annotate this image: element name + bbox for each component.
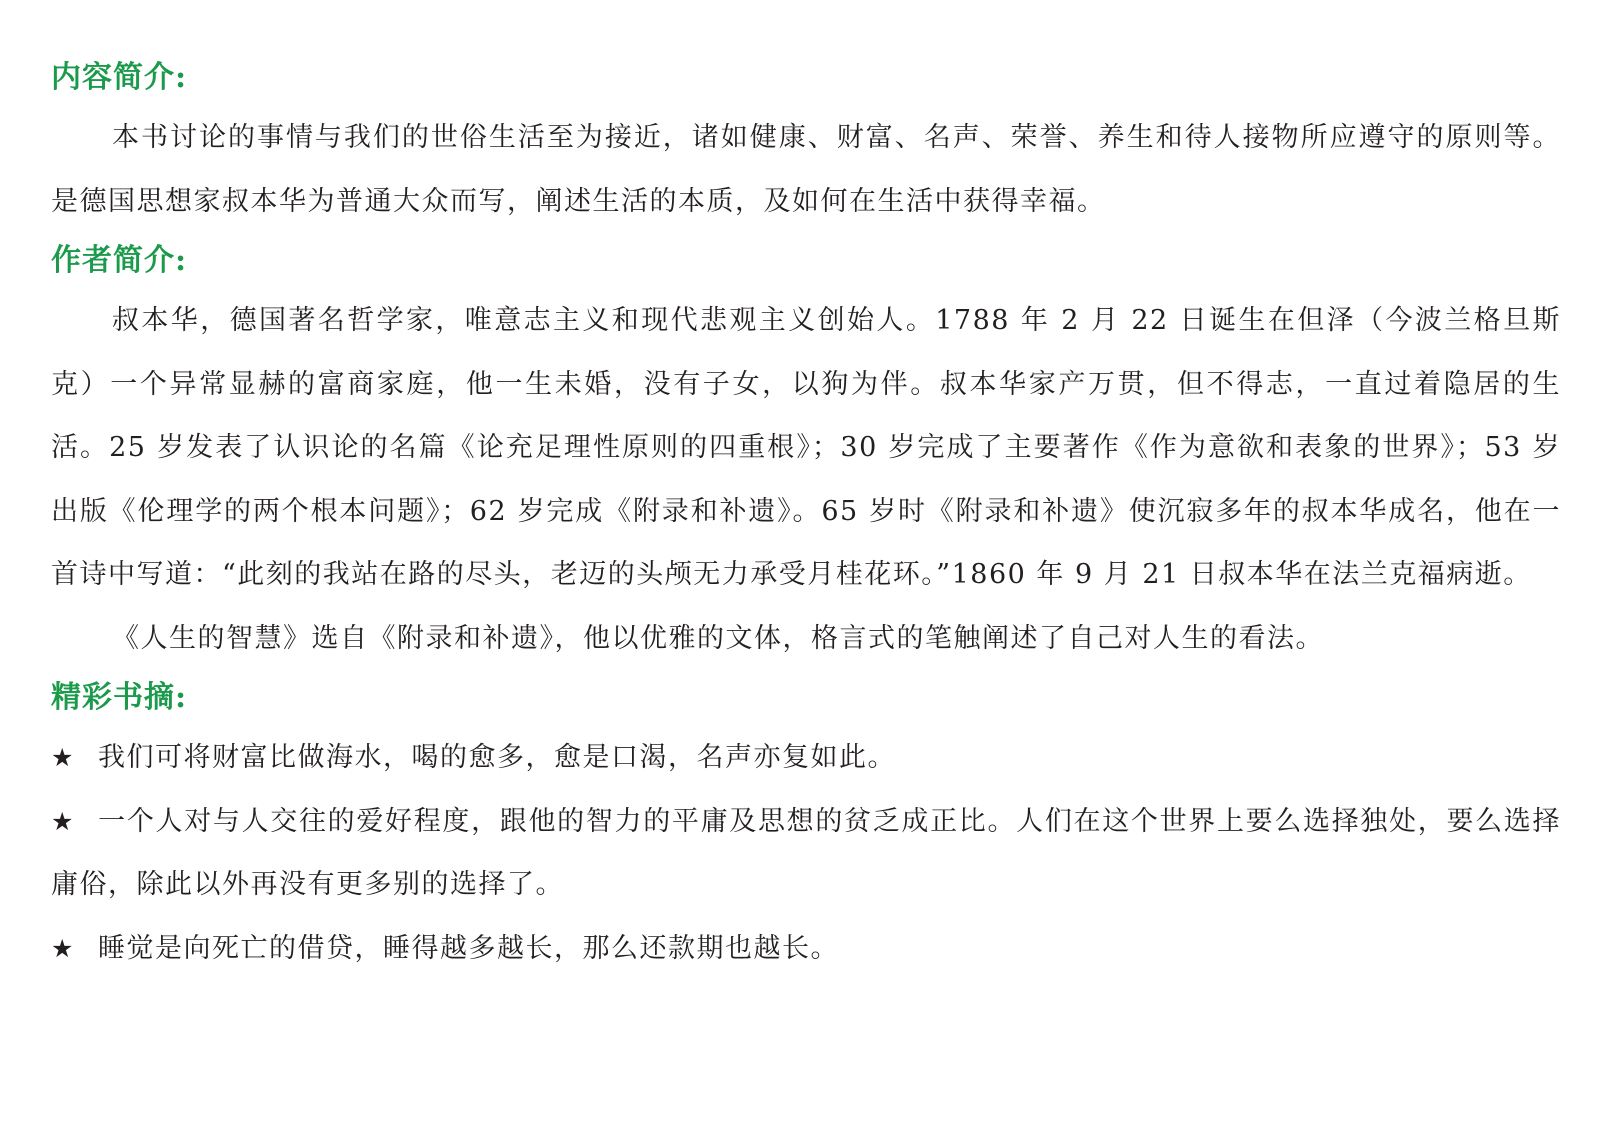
excerpt-text-2: 一个人对与人交往的爱好程度，跟他的智力的平庸及思想的贫乏成正比。人们在这个世界上要么选择独处，要么选择庸俗，除此以外再没有更多别的选择了。 xyxy=(51,805,1561,900)
document-page xyxy=(51,50,1561,980)
author-heading: 作者简介: xyxy=(51,243,188,278)
author-paragraph-1: 叔本华，德国著名哲学家，唯意志主义和现代悲观主义创始人。1788 年 2 月 22 日诞生在但泽（今波兰格旦斯克）一个异常显赫的富商家庭，他一生未婚，没有子女，以狗为伴。叔本华家产万贯，但不得志，一直过着隐居的生活。25 岁发表了认识论的名篇《论充足理性原则的四重根》；30 岁完成了主要著作《作为意欲和表象的世界》；53 岁出版《伦理学的两个根本问题》；62 岁完成《附录和补遗》。65 岁时《附录和补遗》使沉寂多年的叔本华成名，他在一首诗中写道：“此刻的我站在路的尽头，老迈的头颅无力承受月桂花环。”1860 年 9 月 21 日叔本华在法兰克福病逝。 xyxy=(51,305,1561,590)
excerpt-text-3: 睡觉是向死亡的借贷，睡得越多越长，那么还款期也越长。 xyxy=(98,932,839,964)
excerpts-heading: 精彩书摘: xyxy=(51,680,188,715)
star-icon: ★ xyxy=(51,806,74,836)
intro-heading: 内容简介: xyxy=(51,60,188,95)
author-paragraph-2: 《人生的智慧》选自《附录和补遗》，他以优雅的文体，格言式的笔触阐述了自己对人生的看法。 xyxy=(112,622,1324,654)
excerpt-item-3 xyxy=(51,917,1561,981)
excerpt-item-2 xyxy=(51,790,1561,917)
star-icon: ★ xyxy=(51,743,74,772)
excerpt-item-1 xyxy=(51,726,1561,790)
excerpt-text-1: 我们可将财富比做海水，喝的愈多，愈是口渴，名声亦复如此。 xyxy=(98,742,896,773)
star-icon: ★ xyxy=(51,933,74,963)
intro-paragraph: 本书讨论的事情与我们的世俗生活至为接近，诸如健康、财富、名声、荣誉、养生和待人接物所应遵守的原则等。是德国思想家叔本华为普通大众而写，阐述生活的本质，及如何在生活中获得幸福。 xyxy=(51,122,1561,217)
